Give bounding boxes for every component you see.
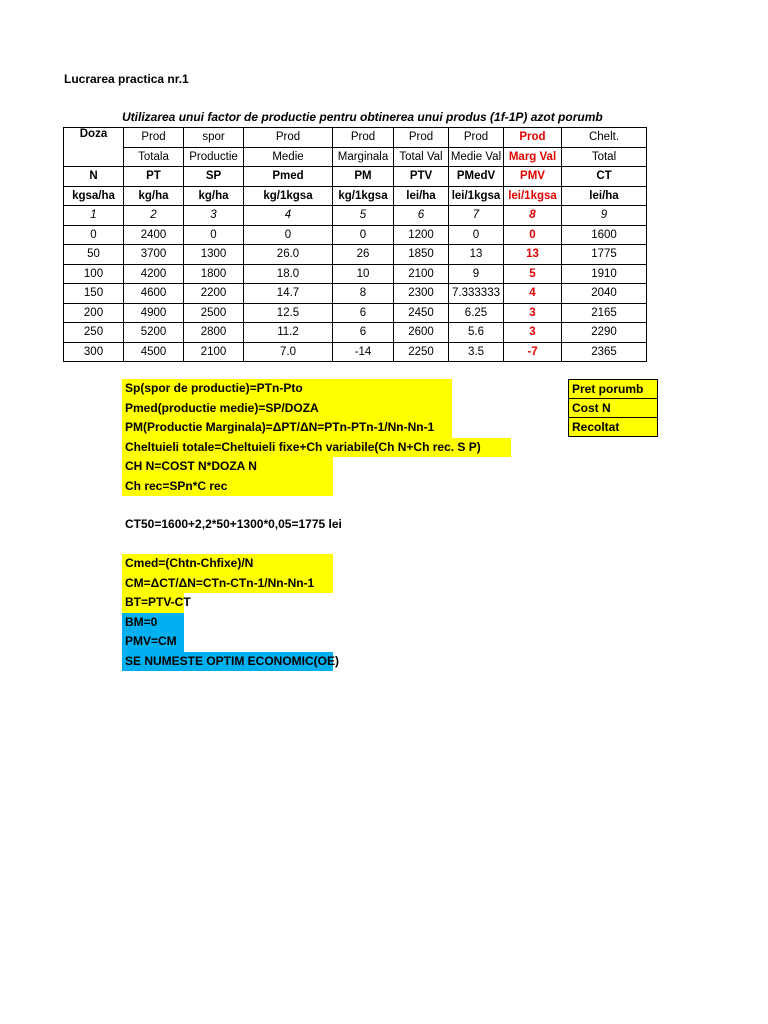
table-cell: 7.0 bbox=[244, 342, 333, 362]
table-cell: 1775 bbox=[562, 245, 647, 265]
table-cell: 13 bbox=[504, 245, 562, 265]
table-cell: 300 bbox=[64, 342, 124, 362]
header-cell: 5 bbox=[333, 206, 394, 226]
table-header-row bbox=[64, 206, 647, 226]
table-cell: 0 bbox=[244, 225, 333, 245]
table-cell: 2165 bbox=[562, 303, 647, 323]
table-cell: 6 bbox=[333, 303, 394, 323]
table-cell: 0 bbox=[504, 225, 562, 245]
table-cell: 150 bbox=[64, 284, 124, 304]
table-cell: 8 bbox=[333, 284, 394, 304]
table-cell: 9 bbox=[449, 264, 504, 284]
header-cell: lei/ha bbox=[562, 186, 647, 206]
header-cell: 7 bbox=[449, 206, 504, 226]
formula-pmv: PMV=CM bbox=[122, 632, 184, 652]
side-box-pret-porumb: Pret porumb bbox=[569, 380, 658, 399]
table-cell: 100 bbox=[64, 264, 124, 284]
header-cell: lei/1kgsa bbox=[504, 186, 562, 206]
header-cell: spor bbox=[184, 128, 244, 148]
table-header-row bbox=[64, 167, 647, 187]
table-cell: 2450 bbox=[394, 303, 449, 323]
header-cell: Prod bbox=[449, 128, 504, 148]
table-row bbox=[64, 303, 647, 323]
formula-spor: Sp(spor de productie)=PTn-Pto bbox=[122, 379, 452, 399]
header-cell: N bbox=[64, 167, 124, 187]
table-cell: 0 bbox=[64, 225, 124, 245]
header-cell: Totala bbox=[124, 147, 184, 167]
header-cell: lei/ha bbox=[394, 186, 449, 206]
table-row bbox=[64, 342, 647, 362]
table-cell: 0 bbox=[184, 225, 244, 245]
header-cell: Pmed bbox=[244, 167, 333, 187]
table-cell: 3 bbox=[504, 303, 562, 323]
table-cell: 10 bbox=[333, 264, 394, 284]
table-header-row bbox=[64, 147, 647, 167]
table-cell: 1800 bbox=[184, 264, 244, 284]
header-cell: Chelt. bbox=[562, 128, 647, 148]
table-cell: 1600 bbox=[562, 225, 647, 245]
table-row bbox=[64, 284, 647, 304]
header-cell: PMedV bbox=[449, 167, 504, 187]
table-cell: 2800 bbox=[184, 323, 244, 343]
header-cell: 3 bbox=[184, 206, 244, 226]
table-row bbox=[64, 264, 647, 284]
table-header-row bbox=[64, 128, 647, 148]
table-cell: 2300 bbox=[394, 284, 449, 304]
table-cell: 0 bbox=[449, 225, 504, 245]
table-cell: -14 bbox=[333, 342, 394, 362]
table-cell: 12.5 bbox=[244, 303, 333, 323]
header-cell: SP bbox=[184, 167, 244, 187]
table-cell: 1910 bbox=[562, 264, 647, 284]
side-box bbox=[568, 379, 658, 437]
formula-optim-economic: SE NUMESTE OPTIM ECONOMIC(OE) bbox=[122, 652, 333, 672]
side-box-cost-n: Cost N bbox=[569, 399, 658, 418]
table-cell: 1850 bbox=[394, 245, 449, 265]
table-cell: 50 bbox=[64, 245, 124, 265]
table-cell: 2250 bbox=[394, 342, 449, 362]
table-cell: 3.5 bbox=[449, 342, 504, 362]
table-cell: 2200 bbox=[184, 284, 244, 304]
header-cell: Prod bbox=[504, 128, 562, 148]
table-cell: 4500 bbox=[124, 342, 184, 362]
table-cell: 6 bbox=[333, 323, 394, 343]
table-cell: 3 bbox=[504, 323, 562, 343]
table-cell: 26 bbox=[333, 245, 394, 265]
header-cell: 6 bbox=[394, 206, 449, 226]
table-cell: 7.333333 bbox=[449, 284, 504, 304]
table-cell: 6.25 bbox=[449, 303, 504, 323]
header-cell: 8 bbox=[504, 206, 562, 226]
table-subtitle: Utilizarea unui factor de productie pentru obtinerea unui produs (1f-1P) azot porumb bbox=[122, 110, 603, 124]
table-header-row bbox=[64, 186, 647, 206]
header-cell: PMV bbox=[504, 167, 562, 187]
table-cell: 2600 bbox=[394, 323, 449, 343]
header-cell: PM bbox=[333, 167, 394, 187]
table-cell: 0 bbox=[333, 225, 394, 245]
table-cell: 4600 bbox=[124, 284, 184, 304]
header-cell: Prod bbox=[333, 128, 394, 148]
formula-bt: BT=PTV-CT bbox=[122, 593, 184, 613]
header-cell: lei/1kgsa bbox=[449, 186, 504, 206]
header-cell: Marg Val bbox=[504, 147, 562, 167]
header-cell: 1 bbox=[64, 206, 124, 226]
header-cell: Productie bbox=[184, 147, 244, 167]
table-cell: 2365 bbox=[562, 342, 647, 362]
table-cell: 5200 bbox=[124, 323, 184, 343]
formula-pmed: Pmed(productie medie)=SP/DOZA bbox=[122, 399, 452, 419]
production-table bbox=[63, 127, 647, 362]
formula-bm: BM=0 bbox=[122, 613, 184, 633]
header-cell: Prod bbox=[124, 128, 184, 148]
header-cell: Total Val bbox=[394, 147, 449, 167]
header-cell: kgsa/ha bbox=[64, 186, 124, 206]
formula-ch-n: CH N=COST N*DOZA N bbox=[122, 457, 333, 477]
table-cell: 1200 bbox=[394, 225, 449, 245]
document-title: Lucrarea practica nr.1 bbox=[64, 72, 189, 86]
table-cell: 1300 bbox=[184, 245, 244, 265]
table-cell: 26.0 bbox=[244, 245, 333, 265]
ct-example: CT50=1600+2,2*50+1300*0,05=1775 lei bbox=[125, 517, 342, 531]
header-cell: kg/ha bbox=[184, 186, 244, 206]
header-cell: kg/ha bbox=[124, 186, 184, 206]
header-cell: CT bbox=[562, 167, 647, 187]
table-cell: 2040 bbox=[562, 284, 647, 304]
header-cell: PT bbox=[124, 167, 184, 187]
side-box-recoltat: Recoltat bbox=[569, 418, 658, 437]
table-row bbox=[64, 323, 647, 343]
table-cell: -7 bbox=[504, 342, 562, 362]
header-cell: 2 bbox=[124, 206, 184, 226]
table-row bbox=[64, 225, 647, 245]
table-cell: 2400 bbox=[124, 225, 184, 245]
table-cell: 13 bbox=[449, 245, 504, 265]
table-cell: 18.0 bbox=[244, 264, 333, 284]
formula-cmed: Cmed=(Chtn-Chfixe)/N bbox=[122, 554, 333, 574]
table-cell: 5 bbox=[504, 264, 562, 284]
header-cell: Doza bbox=[64, 128, 124, 167]
header-cell: Prod bbox=[244, 128, 333, 148]
formula-ch-rec: Ch rec=SPn*C rec bbox=[122, 477, 333, 497]
header-cell: Prod bbox=[394, 128, 449, 148]
header-cell: Medie Val bbox=[449, 147, 504, 167]
formula-pm: PM(Productie Marginala)=ΔPT/ΔN=PTn-PTn-1/Nn-Nn-1 bbox=[122, 418, 452, 438]
header-cell: kg/1kgsa bbox=[333, 186, 394, 206]
header-cell: Medie bbox=[244, 147, 333, 167]
formula-cm: CM=ΔCT/ΔN=CTn-CTn-1/Nn-Nn-1 bbox=[122, 574, 333, 594]
table-cell: 4200 bbox=[124, 264, 184, 284]
header-cell: kg/1kgsa bbox=[244, 186, 333, 206]
table-cell: 11.2 bbox=[244, 323, 333, 343]
table-cell: 14.7 bbox=[244, 284, 333, 304]
header-cell: Total bbox=[562, 147, 647, 167]
table-row bbox=[64, 245, 647, 265]
formula-cheltuieli-totale: Cheltuieli totale=Cheltuieli fixe+Ch variabile(Ch N+Ch rec. S P) bbox=[122, 438, 511, 458]
table-cell: 2100 bbox=[184, 342, 244, 362]
table-cell: 2290 bbox=[562, 323, 647, 343]
table-cell: 4 bbox=[504, 284, 562, 304]
header-cell: 4 bbox=[244, 206, 333, 226]
header-cell: Marginala bbox=[333, 147, 394, 167]
table-cell: 2100 bbox=[394, 264, 449, 284]
table-cell: 250 bbox=[64, 323, 124, 343]
table-cell: 5.6 bbox=[449, 323, 504, 343]
header-cell: 9 bbox=[562, 206, 647, 226]
table-cell: 200 bbox=[64, 303, 124, 323]
table-cell: 2500 bbox=[184, 303, 244, 323]
header-cell: PTV bbox=[394, 167, 449, 187]
table-cell: 4900 bbox=[124, 303, 184, 323]
table-cell: 3700 bbox=[124, 245, 184, 265]
